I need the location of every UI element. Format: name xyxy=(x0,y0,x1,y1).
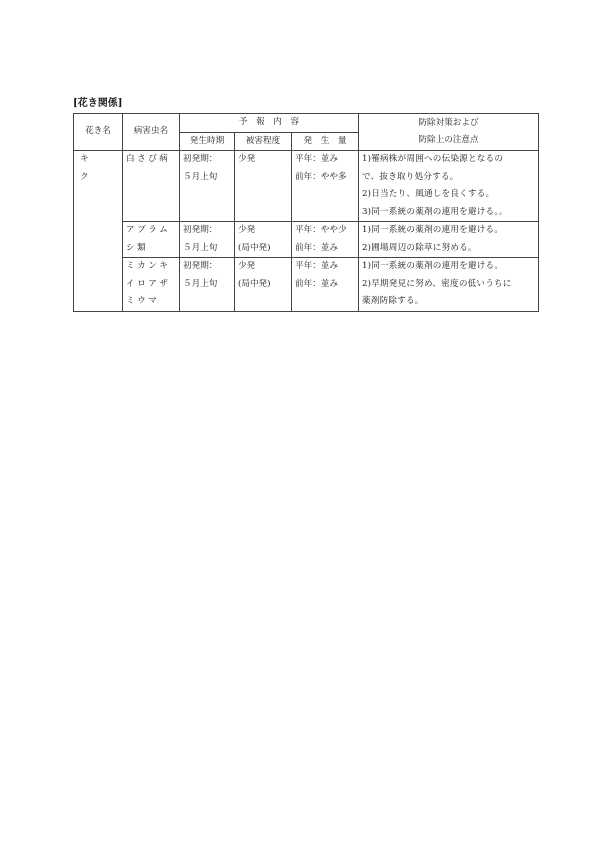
amount-cell: 平年：並み 前年：やや多 xyxy=(292,151,359,222)
header-damage: 被害程度 xyxy=(235,132,292,151)
pest-name: アブラム シ類 xyxy=(123,222,180,258)
timing-cell: 初発期： ５月上旬 xyxy=(180,258,235,312)
header-crop: 花き名 xyxy=(74,114,123,151)
pest-name: ミカンキ イロアザ ミウマ xyxy=(123,258,180,312)
measures-cell: 1)同一系統の薬剤の連用を避ける。 2)早期発見に努め、密度の低いうちに 薬剤防除する。 xyxy=(359,258,539,312)
pest-name: 白さび病 xyxy=(123,151,180,222)
header-measures-line2: 防除上の注意点 xyxy=(418,135,479,145)
table-row xyxy=(74,151,539,222)
table-row xyxy=(74,222,539,258)
header-timing: 発生時期 xyxy=(180,132,235,151)
amount-cell: 平年：やや少 前年：並み xyxy=(292,222,359,258)
pest-forecast-table xyxy=(73,113,539,312)
header-measures xyxy=(359,114,539,151)
header-forecast-group: 予 報 内 容 xyxy=(180,114,359,133)
header-pest: 病害虫名 xyxy=(123,114,180,151)
timing-cell: 初発期： ５月上旬 xyxy=(180,151,235,222)
amount-cell: 平年：並み 前年：並み xyxy=(292,258,359,312)
measures-cell: 1)罹病株が周囲への伝染源となるの で、抜き取り処分する。 2)日当たり、風通しを良くする。 3)同一系統の薬剤の連用を避ける。。 xyxy=(359,151,539,222)
damage-cell: 少発 (局中発) xyxy=(235,222,292,258)
section-title: [花き関係] xyxy=(73,98,123,109)
header-measures-line1: 防除対策および xyxy=(418,117,479,128)
damage-cell: 少発 xyxy=(235,151,292,222)
measures-cell: 1)同一系統の薬剤の連用を避ける。 2)圃場周辺の除草に努める。 xyxy=(359,222,539,258)
timing-cell: 初発期： ５月上旬 xyxy=(180,222,235,258)
header-amount: 発 生 量 xyxy=(292,132,359,151)
damage-cell: 少発 (局中発) xyxy=(235,258,292,312)
table-row xyxy=(74,258,539,312)
crop-name: キ ク xyxy=(74,151,123,312)
